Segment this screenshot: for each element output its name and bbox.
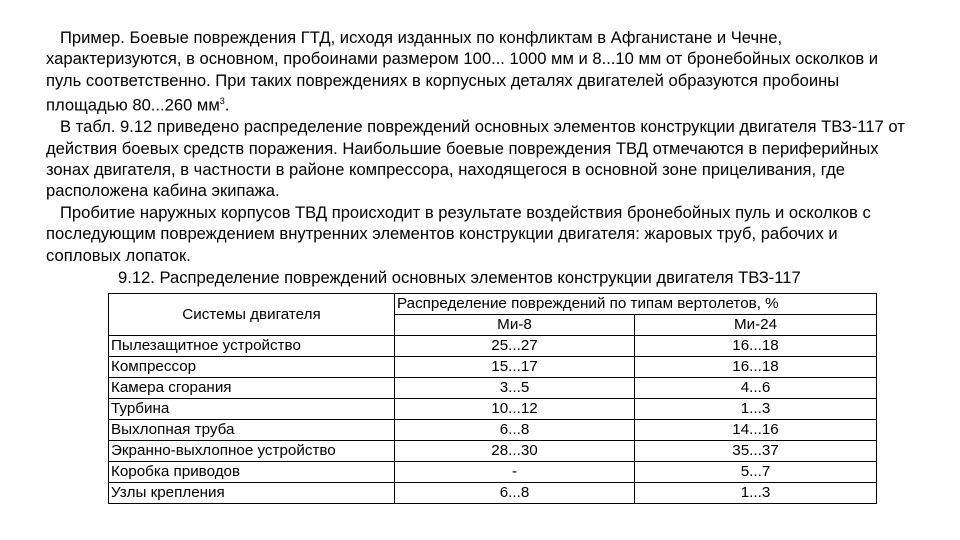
cell-mi24: 16...18 (635, 336, 877, 357)
header-mi8: Ми-8 (395, 315, 635, 336)
table-row (109, 357, 877, 378)
table-header-row (109, 294, 877, 315)
paragraph-penetration: Пробитие наружных корпусов ТВД происходит в результате воздействия бронебойных пуль и осколков с последующим повреждением внутренних элементов конструкции двигателя: жаровых труб, рабочих и сопловых лопаток. (46, 202, 871, 265)
cell-system: Выхлопная труба (109, 420, 395, 441)
cell-mi8: 28...30 (395, 441, 635, 462)
cell-system: Экранно-выхлопное устройство (109, 441, 395, 462)
cell-mi8: 6...8 (395, 483, 635, 504)
cell-system: Пылезащитное устройство (109, 336, 395, 357)
table-row (109, 378, 877, 399)
table-row (109, 399, 877, 420)
header-mi24: Ми-24 (635, 315, 877, 336)
cell-system: Компрессор (109, 357, 395, 378)
cell-system: Коробка приводов (109, 462, 395, 483)
area-unit-superscript: 3 (219, 96, 225, 107)
cell-mi24: 14...16 (635, 420, 877, 441)
cell-mi8: 15...17 (395, 357, 635, 378)
damage-distribution-table (108, 293, 877, 504)
cell-mi24: 5...7 (635, 462, 877, 483)
header-systems: Системы двигателя (109, 294, 395, 336)
paragraph-table-reference: В табл. 9.12 приведено распределение повреждений основных элементов конструкции двигателя ТВЗ-117 от действия боевых средств поражения. Наибольшие боевые повреждения ТВД отмечаются в периферийных зонах двигателя, в частности в районе компрессора, находящегося в основной зоне прицеливания, где расположена кабина экипажа. (46, 117, 905, 201)
table-row (109, 336, 877, 357)
header-distribution: Распределение повреждений по типам вертолетов, % (395, 294, 877, 315)
body-text (46, 27, 916, 266)
cell-mi24: 16...18 (635, 357, 877, 378)
cell-mi24: 1...3 (635, 483, 877, 504)
cell-mi24: 1...3 (635, 399, 877, 420)
paragraph-example-tail: . (224, 95, 230, 115)
cell-system: Турбина (109, 399, 395, 420)
cell-mi24: 35...37 (635, 441, 877, 462)
cell-mi8: 6...8 (395, 420, 635, 441)
table-row (109, 420, 877, 441)
cell-mi8: 10...12 (395, 399, 635, 420)
table-body (109, 336, 877, 504)
cell-mi24: 4...6 (635, 378, 877, 399)
paragraph-example (46, 27, 916, 116)
cell-mi8: - (395, 462, 635, 483)
table-row (109, 462, 877, 483)
table-caption: 9.12. Распределение повреждений основных элементов конструкции двигателя ТВЗ-117 (118, 268, 801, 287)
cell-mi8: 25...27 (395, 336, 635, 357)
paragraph-example-text: Пример. Боевые повреждения ГТД, исходя изданных по конфликтам в Афганистане и Чечне, характеризуются, в основном, пробоинами размером 100... 1000 мм и 8...10 мм от бронебойных осколков и пуль соответственно. При таких повреждениях в корпусных деталях двигателей образуются пробоины площадью 80...260 мм (46, 28, 879, 115)
table-row (109, 483, 877, 504)
cell-system: Камера сгорания (109, 378, 395, 399)
cell-system: Узлы крепления (109, 483, 395, 504)
table-row (109, 441, 877, 462)
cell-mi8: 3...5 (395, 378, 635, 399)
